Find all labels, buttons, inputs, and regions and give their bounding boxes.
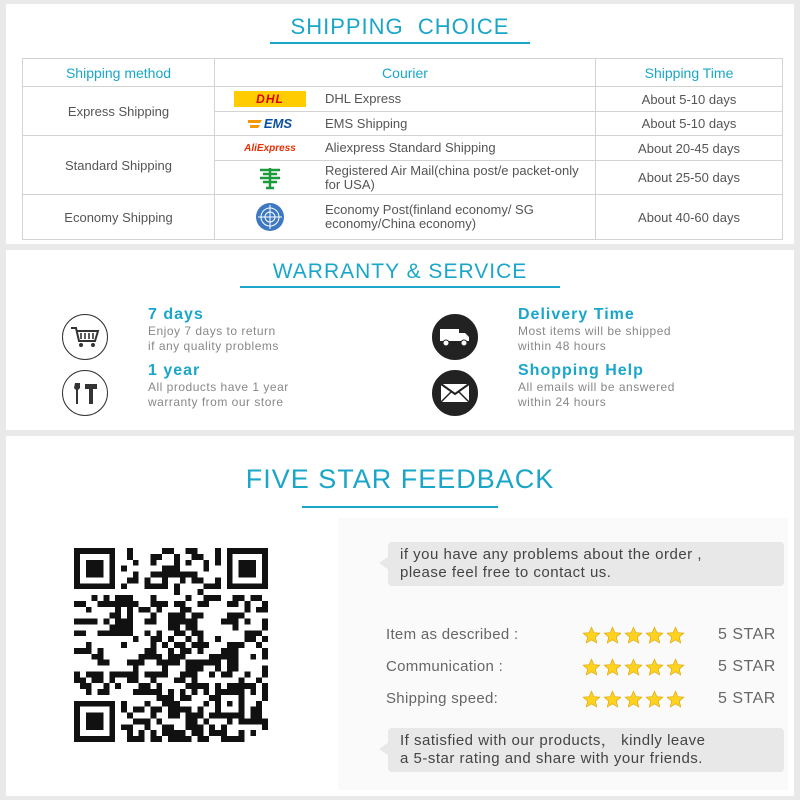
warranty-item-return: [62, 306, 402, 362]
courier-name: DHL Express: [325, 91, 402, 106]
courier-cell: [215, 87, 596, 136]
ems-logo: [215, 116, 325, 132]
shipping-table: [22, 58, 783, 240]
star-icon: [603, 690, 622, 709]
courier-row-ems: [215, 111, 595, 135]
time-cell: [596, 87, 783, 136]
rating-row-communication: [386, 658, 786, 682]
warranty-text: Enjoy 7 days to return if any quality problems: [148, 324, 279, 353]
warranty-item-delivery: [432, 306, 772, 362]
warranty-heading: Shopping Help: [518, 362, 644, 379]
envelope-icon: [432, 370, 478, 416]
courier-row-china-post: [215, 160, 595, 194]
shipping-title: SHIPPING CHOICE: [290, 14, 510, 39]
warranty-service-panel: [6, 250, 794, 430]
header-courier: Courier: [215, 59, 596, 87]
star-icon: [582, 690, 601, 709]
rating-label: Communication :: [386, 658, 504, 675]
tools-icon: [62, 370, 108, 416]
courier-name: EMS Shipping: [325, 115, 408, 131]
contact-speech-bubble: if you have any problems about the order , please feel free to contact us.: [388, 542, 784, 586]
warranty-heading: 7 days: [148, 306, 204, 323]
un-globe-icon: [215, 202, 325, 232]
dhl-logo-text: DHL: [234, 91, 306, 107]
time-value: About 20-45 days: [638, 140, 740, 156]
aliexpress-logo-text: AliExpress: [244, 142, 296, 154]
warranty-heading: 1 year: [148, 362, 201, 379]
warranty-text: All emails will be answered within 24 hours: [518, 380, 675, 409]
warranty-title-underline: [240, 286, 560, 288]
star-icon: [645, 690, 664, 709]
rating-label: Shipping speed:: [386, 690, 499, 707]
star-icon: [624, 626, 643, 645]
rating-request-bubble: If satisfied with our products， kindly leave a 5-star rating and share with your friends.: [388, 728, 784, 772]
warranty-text: All products have 1 year warranty from our store: [148, 380, 289, 409]
method-standard: Standard Shipping: [23, 136, 215, 195]
header-method: Shipping method: [23, 59, 215, 87]
delivery-truck-icon: [432, 314, 478, 360]
warranty-text: Most items will be shipped within 48 hours: [518, 324, 672, 353]
star-icon: [624, 690, 643, 709]
star-icon: [603, 626, 622, 645]
warranty-title: WARRANTY & SERVICE: [272, 260, 528, 283]
courier-name: Economy Post(finland economy/ SG economy/China economy): [325, 202, 534, 231]
ems-logo-text: EMS: [244, 116, 296, 132]
time-cell: [596, 136, 783, 195]
shipping-title-underline: [270, 42, 530, 44]
rating-value: 5 STAR: [718, 690, 776, 707]
warranty-item-help: [432, 362, 772, 418]
courier-cell: [215, 195, 596, 240]
table-row: [23, 195, 783, 240]
courier-row-dhl: [215, 87, 595, 111]
shopping-cart-icon: [62, 314, 108, 360]
rating-row-shipping: [386, 690, 786, 714]
star-icon: [666, 658, 685, 677]
time-cell: [596, 195, 783, 240]
warranty-heading: Delivery Time: [518, 306, 635, 323]
table-row: [23, 136, 783, 195]
time-value: About 25-50 days: [596, 160, 782, 194]
qr-code-icon: [74, 548, 268, 742]
time-value: About 5-10 days: [641, 91, 737, 107]
method-economy: Economy Shipping: [23, 195, 215, 240]
rating-value: 5 STAR: [718, 626, 776, 643]
star-icon: [624, 658, 643, 677]
table-row: [23, 87, 783, 136]
star-icon: [603, 658, 622, 677]
courier-name: Aliexpress Standard Shipping: [325, 140, 496, 155]
feedback-title: FIVE STAR FEEDBACK: [245, 464, 555, 494]
courier-row-economy: [215, 195, 595, 239]
feedback-title-underline: [302, 506, 498, 508]
star-rating: [582, 658, 685, 677]
rating-value: 5 STAR: [718, 658, 776, 675]
star-rating: [582, 690, 685, 709]
courier-name: Registered Air Mail(china post/e packet-only for USA): [325, 162, 579, 192]
star-icon: [645, 658, 664, 677]
feedback-box: [338, 518, 788, 790]
star-icon: [666, 690, 685, 709]
courier-cell: [215, 136, 596, 195]
five-star-feedback-panel: [6, 436, 794, 796]
star-icon: [582, 626, 601, 645]
time-value: About 40-60 days: [638, 209, 740, 225]
star-icon: [582, 658, 601, 677]
header-time: Shipping Time: [596, 59, 783, 87]
table-header-row: [23, 59, 783, 87]
star-icon: [666, 626, 685, 645]
star-rating: [582, 626, 685, 645]
star-icon: [645, 626, 664, 645]
time-value: About 5-10 days: [596, 111, 782, 135]
china-post-icon: [215, 166, 325, 190]
dhl-logo: [215, 91, 325, 107]
shipping-choice-panel: [6, 4, 794, 244]
rating-label: Item as described :: [386, 626, 519, 643]
method-express: Express Shipping: [23, 87, 215, 136]
courier-row-aliexpress: [215, 136, 595, 160]
warranty-item-year: [62, 362, 402, 418]
aliexpress-logo: [215, 143, 325, 154]
rating-row-item: [386, 626, 786, 650]
ems-swoosh-icon: [248, 118, 264, 130]
